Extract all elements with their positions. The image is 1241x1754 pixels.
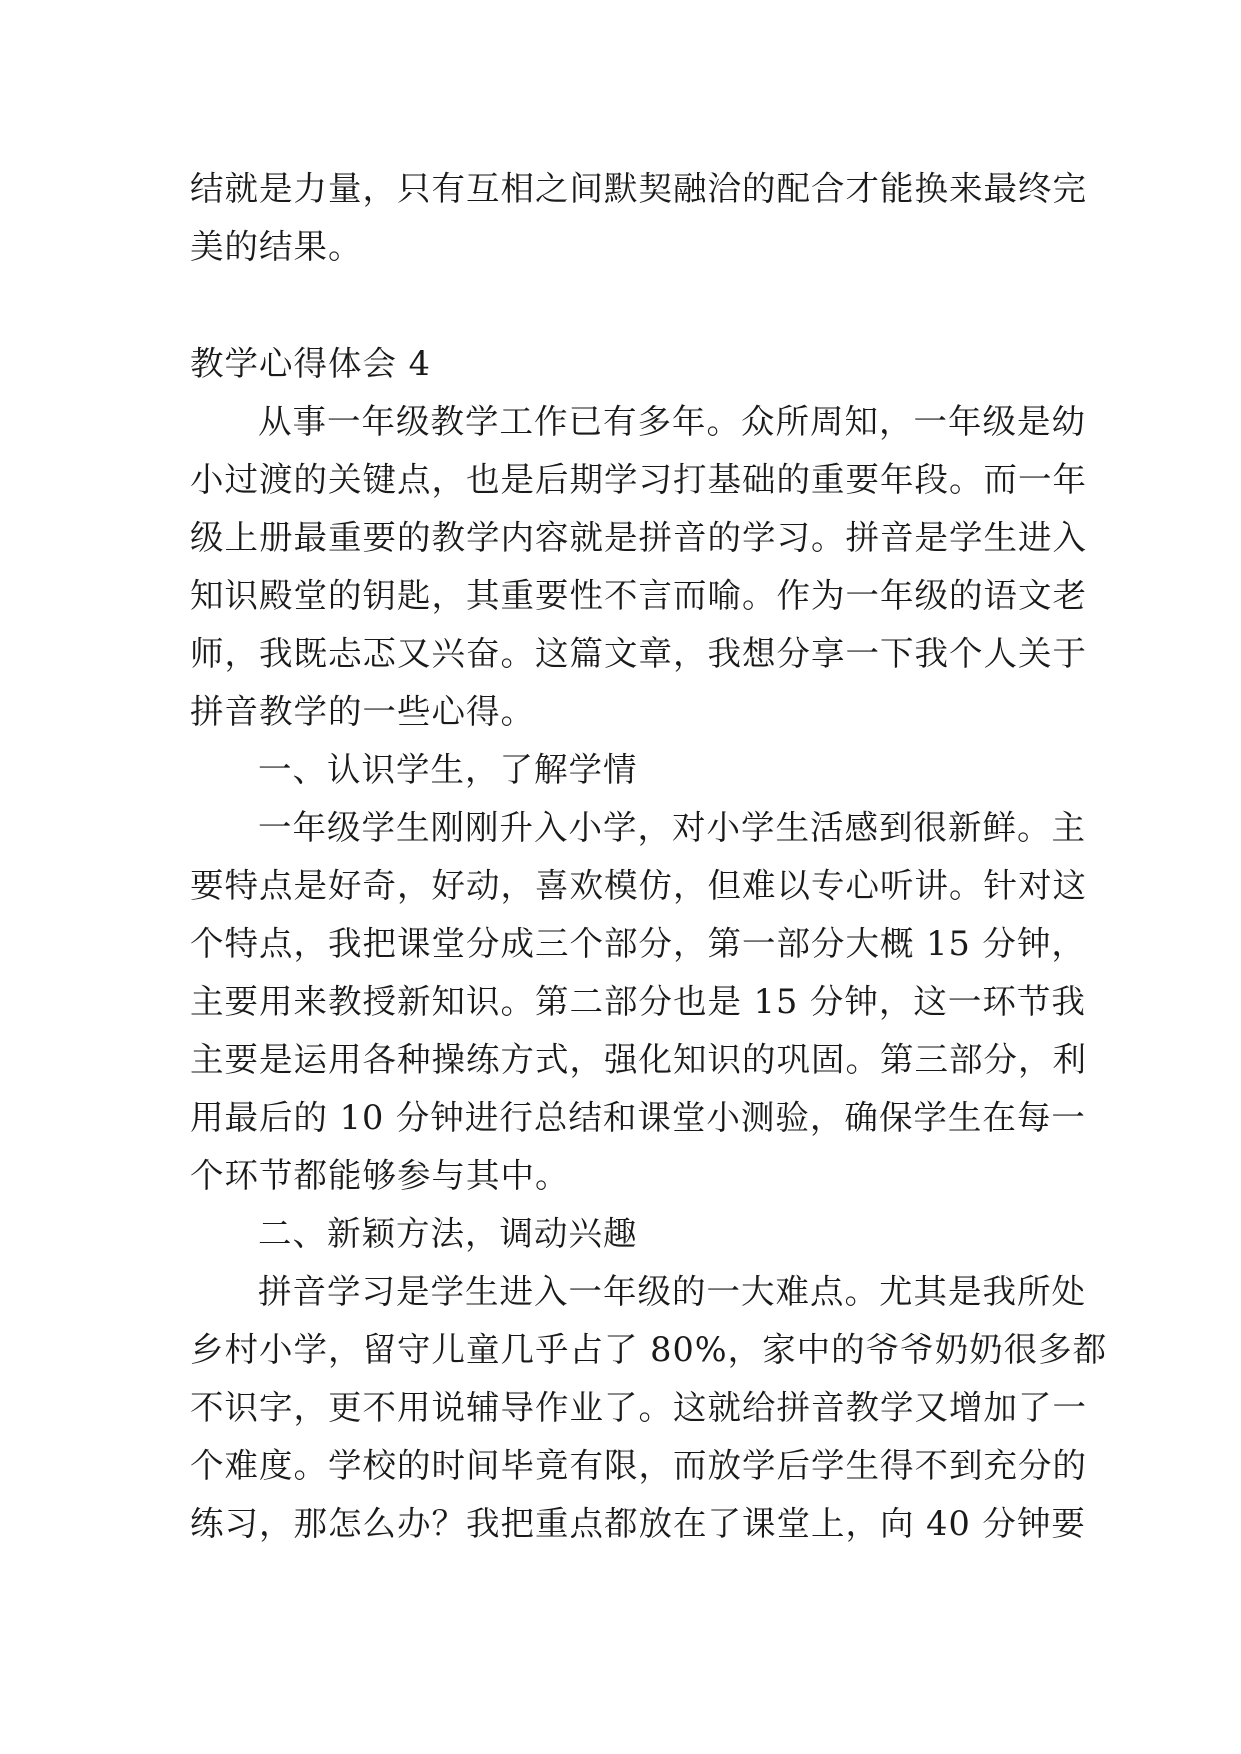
text-line: 用最后的 10 分钟进行总结和课堂小测验，确保学生在每一 <box>190 1098 1086 1137</box>
text-line: 不识字，更不用说辅导作业了。这就给拼音教学又增加了一 <box>190 1388 1087 1427</box>
text-line: 美的结果。 <box>190 227 363 266</box>
text-line: 拼音教学的一些心得。 <box>190 692 535 731</box>
text-line: 结就是力量，只有互相之间默契融洽的配合才能换来最终完 <box>190 169 1087 208</box>
text-line: 拼音学习是学生进入一年级的一大难点。尤其是我所处 <box>258 1272 1086 1311</box>
text-line: 从事一年级教学工作已有多年。众所周知，一年级是幼 <box>258 402 1086 441</box>
text-line: 个特点，我把课堂分成三个部分，第一部分大概 15 分钟， <box>190 924 1086 963</box>
section-title: 教学心得体会 4 <box>190 344 431 383</box>
text-line: 个难度。学校的时间毕竟有限，而放学后学生得不到充分的 <box>190 1446 1087 1485</box>
text-line: 个环节都能够参与其中。 <box>190 1156 570 1195</box>
text-line: 一年级学生刚刚升入小学，对小学生活感到很新鲜。主 <box>258 808 1086 847</box>
section-body <box>190 393 1108 1553</box>
intro-paragraph <box>190 160 1087 276</box>
text-line: 主要用来教授新知识。第二部分也是 15 分钟，这一环节我 <box>190 982 1086 1021</box>
text-line: 乡村小学，留守儿童几乎占了 80%，家中的爷爷奶奶很多都 <box>190 1330 1108 1369</box>
text-line: 级上册最重要的教学内容就是拼音的学习。拼音是学生进入 <box>190 518 1087 557</box>
text-line: 小过渡的关键点，也是后期学习打基础的重要年段。而一年 <box>190 460 1087 499</box>
text-line: 知识殿堂的钥匙，其重要性不言而喻。作为一年级的语文老 <box>190 576 1087 615</box>
subheading-2: 二、新颖方法，调动兴趣 <box>258 1214 638 1253</box>
text-line: 练习，那怎么办？我把重点都放在了课堂上，向 40 分钟要 <box>190 1504 1086 1543</box>
text-line: 主要是运用各种操练方式，强化知识的巩固。第三部分，利 <box>190 1040 1087 1079</box>
section-heading <box>190 335 1052 393</box>
subheading-1: 一、认识学生，了解学情 <box>258 750 638 789</box>
text-line: 师，我既忐忑又兴奋。这篇文章，我想分享一下我个人关于 <box>190 634 1087 673</box>
text-line: 要特点是好奇，好动，喜欢模仿，但难以专心听讲。针对这 <box>190 866 1087 905</box>
